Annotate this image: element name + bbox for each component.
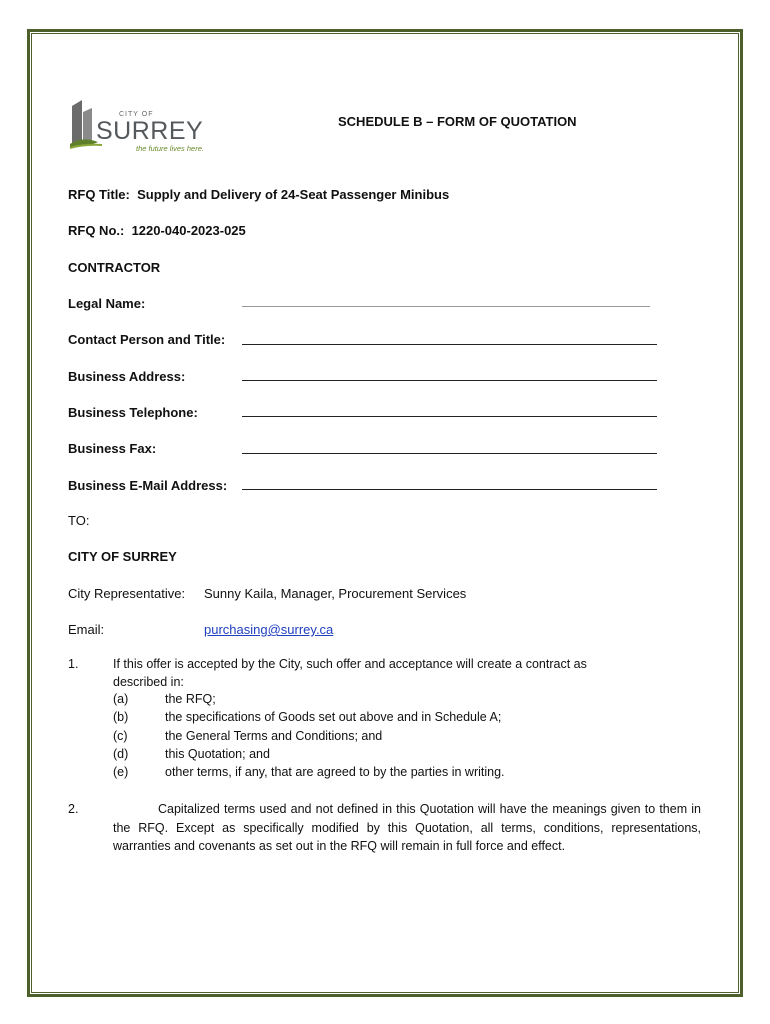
- clause-1-item-text: the RFQ;: [165, 692, 216, 706]
- rep-label: City Representative:: [68, 586, 186, 601]
- business-address-label: Business Address:: [68, 369, 186, 384]
- legal-name-label: Legal Name:: [68, 296, 146, 311]
- rfq-no-label: RFQ No.:: [68, 223, 125, 238]
- clause-1-line-2: described in:: [113, 675, 184, 689]
- contact-person-field[interactable]: [242, 344, 657, 345]
- email-link[interactable]: purchasing@surrey.ca: [204, 622, 334, 637]
- clause-1-item-letter: (c): [113, 729, 128, 743]
- logo-surrey: SURREY: [96, 117, 204, 145]
- rep-value: Sunny Kaila, Manager, Procurement Services: [204, 586, 467, 601]
- business-email-label: Business E-Mail Address:: [68, 478, 228, 493]
- clause-1-item-letter: (d): [113, 747, 129, 761]
- legal-name-field[interactable]: [242, 306, 650, 307]
- schedule-title: SCHEDULE B – FORM OF QUOTATION: [338, 114, 577, 129]
- rfq-no-row: [68, 223, 246, 238]
- contractor-heading: CONTRACTOR: [68, 260, 161, 275]
- business-address-field[interactable]: [242, 380, 657, 381]
- rfq-title-label: RFQ Title:: [68, 187, 130, 202]
- clause-1-item-text: the specifications of Goods set out above and in Schedule A;: [165, 710, 502, 724]
- clause-2-number: 2.: [68, 802, 79, 816]
- clause-1-item-letter: (b): [113, 710, 129, 724]
- business-fax-label: Business Fax:: [68, 441, 157, 456]
- rfq-no-value: 1220-040-2023-025: [131, 223, 246, 238]
- business-email-field[interactable]: [242, 489, 657, 490]
- business-fax-field[interactable]: [242, 453, 657, 454]
- logo-city-of: CITY OF: [119, 111, 154, 118]
- clause-2-paragraph: Capitalized terms used and not defined in this Quotation will have the meanings given to them in the RFQ. Except as specifically modified by this Quotation, all terms, conditions, representations, warranties and covenants as set out in the RFQ will remain in full force and effect.: [113, 802, 701, 853]
- clause-1-item-text: this Quotation; and: [165, 747, 270, 761]
- clause-1-text: [113, 655, 587, 691]
- clause-1-number: 1.: [68, 657, 79, 671]
- clause-1-item-letter: (a): [113, 692, 129, 706]
- clause-1-item-text: the General Terms and Conditions; and: [165, 729, 383, 743]
- clause-1-item-text: other terms, if any, that are agreed to by the parties in writing.: [165, 765, 505, 779]
- clause-1-line-1: If this offer is accepted by the City, such offer and acceptance will create a contract as: [113, 657, 587, 671]
- rfq-title-value: Supply and Delivery of 24-Seat Passenger Minibus: [137, 187, 450, 202]
- clause-2-text: [113, 800, 701, 856]
- rfq-title-row: [68, 187, 449, 202]
- clause-1-item-letter: (e): [113, 765, 129, 779]
- business-telephone-label: Business Telephone:: [68, 405, 198, 420]
- to-label: TO:: [68, 513, 90, 528]
- city-of-surrey-logo: [68, 98, 218, 156]
- logo-tagline: the future lives here.: [136, 144, 204, 153]
- business-telephone-field[interactable]: [242, 416, 657, 417]
- contact-person-label: Contact Person and Title:: [68, 332, 226, 347]
- email-label: Email:: [68, 622, 105, 637]
- city-heading: CITY OF SURREY: [68, 549, 177, 564]
- logo-graphic: [68, 98, 218, 156]
